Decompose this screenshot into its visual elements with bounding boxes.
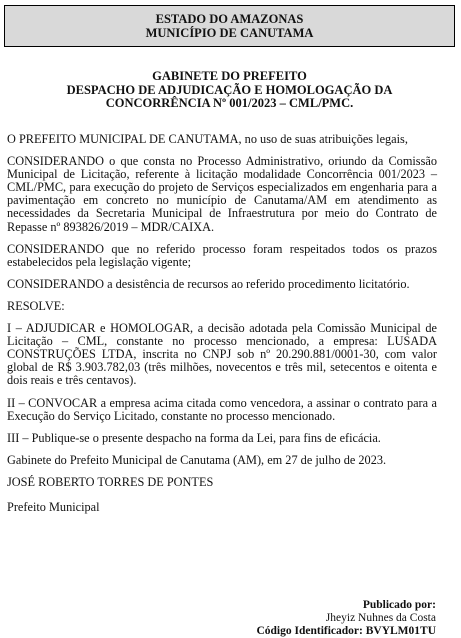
resolution-item-1: I – ADJUDICAR e HOMOLOGAR, a decisão adotada pela Comissão Municipal de Licitação – CML, constante no processo mencionado, a empresa: LUSADA CONSTRUÇÕES LTDA, inscrita no CNPJ sob nº 20.290.881/0001-30, com valor global de R$ 3.903.782,03 (três milhões, novecentos e três mil, setecentos e oitenta e dois reais e três centavos). (7, 321, 437, 388)
document-title (4, 70, 455, 111)
dispatch-title-line-2: CONCORRÊNCIA Nº 001/2023 – CML/PMC. (105, 96, 354, 110)
signatory-name: JOSÉ ROBERTO TORRES DE PONTES (7, 474, 214, 489)
intro-paragraph: O PREFEITO MUNICIPAL DE CANUTAMA, no uso de suas atribuições legais, (7, 132, 408, 146)
resolution-item-2: II – CONVOCAR a empresa acima citada como vencedora, a assinar o contrato para a Execução do Serviço Licitado, constante no processo mencionado. (7, 395, 437, 423)
state-name: ESTADO DO AMAZONAS (155, 12, 304, 26)
resolve-heading: RESOLVE: (7, 298, 65, 313)
publication-info (256, 599, 436, 638)
resolution-item-3: III – Publique-se o presente despacho na forma da Lei, para fins de eficácia. (7, 430, 381, 445)
published-by-label: Publicado por: (362, 599, 436, 611)
dispatch-title-line-1: DESPACHO DE ADJUDICAÇÃO E HOMOLOGAÇÃO DA (66, 82, 393, 97)
municipality-name: MUNICÍPIO DE CANUTAMA (145, 26, 314, 40)
office-title: GABINETE DO PREFEITO (152, 69, 307, 83)
considerando-paragraph-3: CONSIDERANDO a desistência de recursos ao referido procedimento licitatório. (7, 276, 410, 291)
document-body (7, 133, 437, 523)
date-line: Gabinete do Prefeito Municipal de Canutama (AM), em 27 de julho de 2023. (7, 452, 387, 467)
considerando-paragraph-2: CONSIDERANDO que no referido processo foram respeitados todos os prazos estabelecidos pela legislação vigente; (7, 241, 437, 269)
considerando-paragraph-1: CONSIDERANDO o que consta no Processo Administrativo, oriundo da Comissão Municipal de Licitação, referente à licitação modalidade Concorrência 001/2023 – CML/PMC, para execução do projeto de Serviços especializados em engenharia para a pavimentação em concreto no município de Canutama/AM em atendimento as necessidades da Secretaria Municipal de Infraestrutura por meio do Contrato de Repasse nº 893826/2019 – MDR/CAIXA. (7, 154, 437, 234)
publisher-name: Jheyiz Nuhnes da Costa (325, 612, 436, 624)
signatory-title: Prefeito Municipal (7, 499, 100, 514)
header-box (4, 5, 455, 47)
identifier-code: Código Identificador: BVYLM01TU (256, 625, 436, 637)
